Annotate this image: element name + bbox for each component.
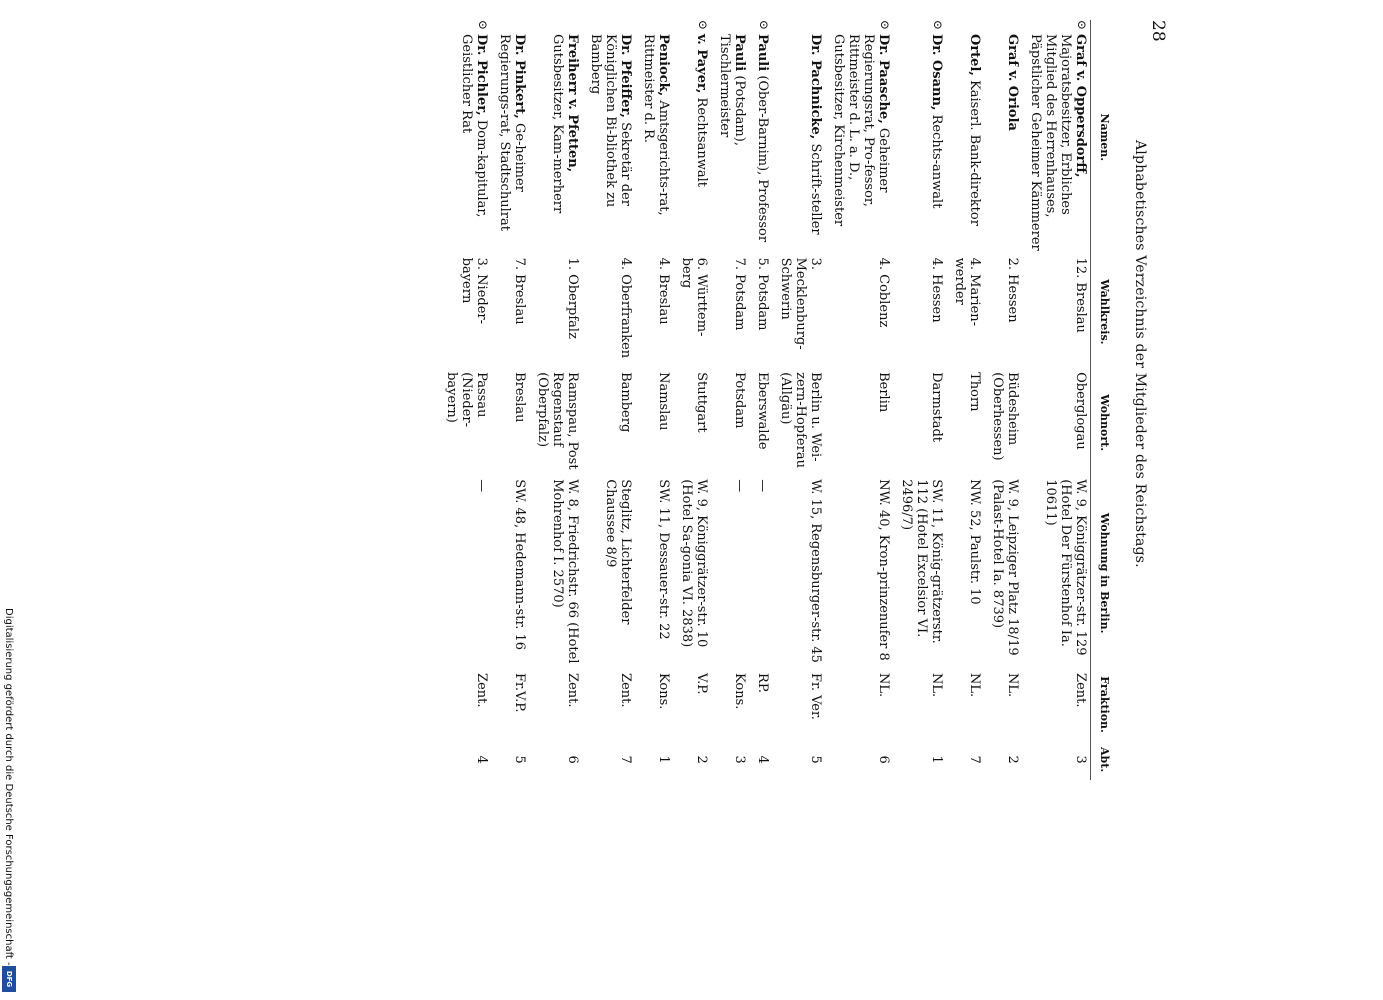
margin-note [2,608,16,988]
wahlkreis-cell: 4. Marien-werder [952,257,982,327]
wohnort-cell: Bamberg [618,372,633,433]
page-title: Alphabetisches Verzeichnis der Mitglieder des Reichstags. [1132,140,1148,568]
wahlkreis-cell: 12. Breslau [1073,257,1088,333]
member-name: Pauli [732,34,747,72]
wohnort-cell: Stuttgart [694,372,709,433]
scanned-page [268,20,1168,780]
member-occupation: Majoratsbesitzer, Erbliches Mitglied des Herrenhauses, Päpstlicher Geheimer Kämmerer [1028,34,1073,251]
member-occupation: (Potsdam), Tischlermeister [717,34,747,146]
fraktion-cell: V.P. [694,673,709,695]
abteilung-cell: 4 [474,755,489,764]
wohnort-cell: Eberswalde [755,372,770,450]
attendance-mark-icon: ⊙ [1075,20,1089,31]
member-name-cell [984,20,1022,255]
fraktion-cell: NL. [967,673,982,698]
member-name: Ortel, [967,34,982,76]
wahlkreis-cell: 1. Oberpfalz [565,257,580,339]
abteilung-cell: 5 [808,755,823,764]
fraktion-cell: Kons. [656,673,671,710]
abteilung-cell: 7 [618,755,633,764]
wohnort-cell: Berlin [876,372,891,413]
wohnung-cell: W. 9, Leipziger Platz 18/19 (Palast-Hotel Ia. 8739) [990,479,1020,656]
member-occupation: Rechtsanwalt [694,97,709,187]
member-name-cell [946,20,984,255]
wahlkreis-cell: 7. Breslau [512,257,527,325]
wahlkreis-cell: 5. Potsdam [755,257,770,331]
wohnung-cell: NW. 52, Paulstr. 10 [967,479,982,605]
member-name: Dr. Pichler, [474,34,489,116]
wohnung-cell: — [732,479,747,493]
member-occupation: Ge-heimer Regierungs-rat, Stadtschulrat [497,34,527,231]
table-row [1022,20,1091,780]
wahlkreis-cell: 4. Hessen [929,257,944,323]
fraktion-cell: Zent. [474,673,489,708]
table-row [529,20,582,780]
member-name: Dr. Pinkert, [512,34,527,119]
table-row [946,20,984,780]
member-name: Dr. Osann, [929,34,944,111]
member-occupation: Gutsbesitzer, Kam-merherr [550,34,565,214]
table-row [711,20,749,780]
wahlkreis-cell: 4. Oberfranken [618,257,633,359]
abteilung-cell: 2 [694,755,709,764]
dfg-logo-text: DFG [5,970,13,988]
table-row [749,20,772,780]
wohnort-cell: Thorn [967,372,982,412]
wohnort-cell: Breslau [512,372,527,423]
wahlkreis-cell: 2. Hessen [1005,257,1020,323]
member-name-cell [438,20,491,255]
member-name-cell [529,20,582,255]
fraktion-cell: Zent. [618,673,633,708]
abteilung-cell: 5 [512,755,527,764]
table-row [984,20,1022,780]
member-occupation: (Ober-Barnim), Professor [755,75,770,243]
member-name-cell [673,20,711,255]
wohnort-cell: Passau (Nieder-bayern) [444,372,489,428]
abteilung-cell: 7 [967,755,982,764]
wohnung-cell: SW. 11, Dessauer-str. 22 [656,479,671,640]
member-name-cell [582,20,635,255]
wohnort-cell: Büdesheim (Oberhessen) [990,372,1020,461]
column-header-wohnort: Wohnort. [1091,369,1117,476]
page-number: 28 [1148,20,1168,42]
wohnort-cell: Namslau [656,372,671,431]
attendance-mark-icon: ⊙ [757,20,771,31]
members-table [438,20,1116,780]
member-name: Graf v. Oppersdorff, [1073,34,1088,178]
column-header-wohnung: Wohnung in Berlin. [1091,476,1117,670]
fraktion-cell: Fr. Ver. [808,673,823,720]
fraktion-cell: NL. [876,673,891,698]
wahlkreis-cell: 6. Württem-berg [679,257,709,337]
wohnung-cell: SW. 48, Hedemann-str. 16 [512,479,527,651]
member-name-cell [635,20,673,255]
member-name: Peniock, [656,34,671,97]
abteilung-cell: 6 [565,755,580,764]
wohnort-cell: Ramspau, Post Regenstauf (Oberpfalz) [535,372,580,470]
column-header-namen: Namen. [1091,20,1117,255]
member-name-cell [491,20,529,255]
member-name: Dr. Pachnicke, [808,34,823,140]
member-name: Pauli [755,34,770,72]
wohnung-cell: SW. 11, König-grätzerstr. 112 (Hotel Excelsior VI. 2496/7) [899,479,944,644]
attendance-mark-icon: ⊙ [476,20,490,31]
wahlkreis-cell: 7. Potsdam [732,257,747,331]
member-occupation: Schrift-steller [808,143,823,235]
table-row [582,20,635,780]
fraktion-cell: RP. [755,673,770,694]
member-name: Freiherr v. Pfetten, [565,34,580,173]
wohnort-cell: Darmstadt [929,372,944,443]
table-row [825,20,893,780]
wohnung-cell: — [755,479,770,493]
fraktion-cell: Kons. [732,673,747,710]
dfg-logo [2,966,16,992]
member-name: v. Payer, [694,34,709,94]
fraktion-cell: Zent. [1073,673,1088,708]
wohnort-cell: Berlin u. Wei-zern-Hopferau (Allgäu) [778,372,823,468]
wahlkreis-cell: 3. Mecklenburg-Schwerin [778,257,823,350]
rotated-page-content [268,20,1168,780]
column-header-abt: Abt. [1091,739,1117,780]
fraktion-cell: NL. [1005,673,1020,698]
wahlkreis-cell: 4. Coblenz [876,257,891,328]
member-name: Dr. Paasche, [876,34,891,124]
attendance-mark-icon: ⊙ [878,20,892,31]
attendance-mark-icon: ⊙ [696,20,710,31]
table-body [438,20,1091,780]
fraktion-cell: Fr.V.P. [512,673,527,713]
member-name: Graf v. Oriola [1005,34,1020,131]
abteilung-cell: 2 [1005,755,1020,764]
wahlkreis-cell: 4. Breslau [656,257,671,325]
abteilung-cell: 4 [755,755,770,764]
abteilung-cell: 3 [732,755,747,764]
attendance-mark-icon: ⊙ [931,20,945,31]
member-occupation: Sekretär der Königlichen Bi-bliothek zu Bamberg [588,34,633,208]
member-name-cell [1022,20,1091,255]
table-header-row [1091,20,1117,780]
member-name-cell [711,20,749,255]
table-row [673,20,711,780]
abteilung-cell: 1 [929,755,944,764]
column-header-fraktion: Fraktion. [1091,670,1117,739]
member-name-cell [749,20,772,255]
wohnung-cell: W. 8, Friedrichstr. 66 (Hotel Mohrenhof I. 2570) [550,479,580,664]
wohnung-cell: W. 9, Königgrätzer-str. 129 (Hotel Der Fürstenhof Ia. 10611) [1043,479,1088,656]
member-name-cell [825,20,893,255]
wohnung-cell: W. 15, Regensburger-str. 45 [808,479,823,663]
member-occupation: Rechts-anwalt [929,114,944,209]
abteilung-cell: 6 [876,755,891,764]
fraktion-cell: Zent. [565,673,580,708]
member-name-cell [772,20,825,255]
table-row [491,20,529,780]
member-occupation: Amtsgerichts-rat, Rittmeister d. R. [641,34,671,216]
table-row [635,20,673,780]
wohnung-cell: NW. 40, Kron-prinzenufer 8 [876,479,891,661]
wohnung-cell: — [474,479,489,493]
wohnung-cell: W. 9, Königgrätzer-str. 10 (Hotel Sa-gonia VI. 2838) [679,479,709,648]
margin-note-text: Digitalisierung gefördert durch die Deutsche Forschungsgemeinschaft - [3,608,14,966]
abteilung-cell: 3 [1073,755,1088,764]
wohnort-cell: Oberglogau [1073,372,1088,450]
table-row [893,20,946,780]
table-row [438,20,491,780]
abteilung-cell: 1 [656,755,671,764]
member-occupation: Kaiserl. Bank-direktor [967,80,982,226]
fraktion-cell: NL. [929,673,944,698]
member-name: Dr. Pfeiffer, [618,34,633,118]
table-row [772,20,825,780]
member-occupation: Geheimer Regierungsrat, Pro-fessor, Rittmeister d. L. a. D., Gutsbesitzer, Kirchenmeister [831,34,891,227]
wohnort-cell: Potsdam [732,372,747,429]
wohnung-cell: Steglitz, Lichterfelder Chaussee 8/9 [603,479,633,625]
wahlkreis-cell: 3. Nieder-bayern [459,257,489,325]
column-header-wahlkreis: Wahlkreis. [1091,255,1117,369]
member-name-cell [893,20,946,255]
member-occupation: Dom-kapitular, Geistlicher Rat [459,34,489,218]
